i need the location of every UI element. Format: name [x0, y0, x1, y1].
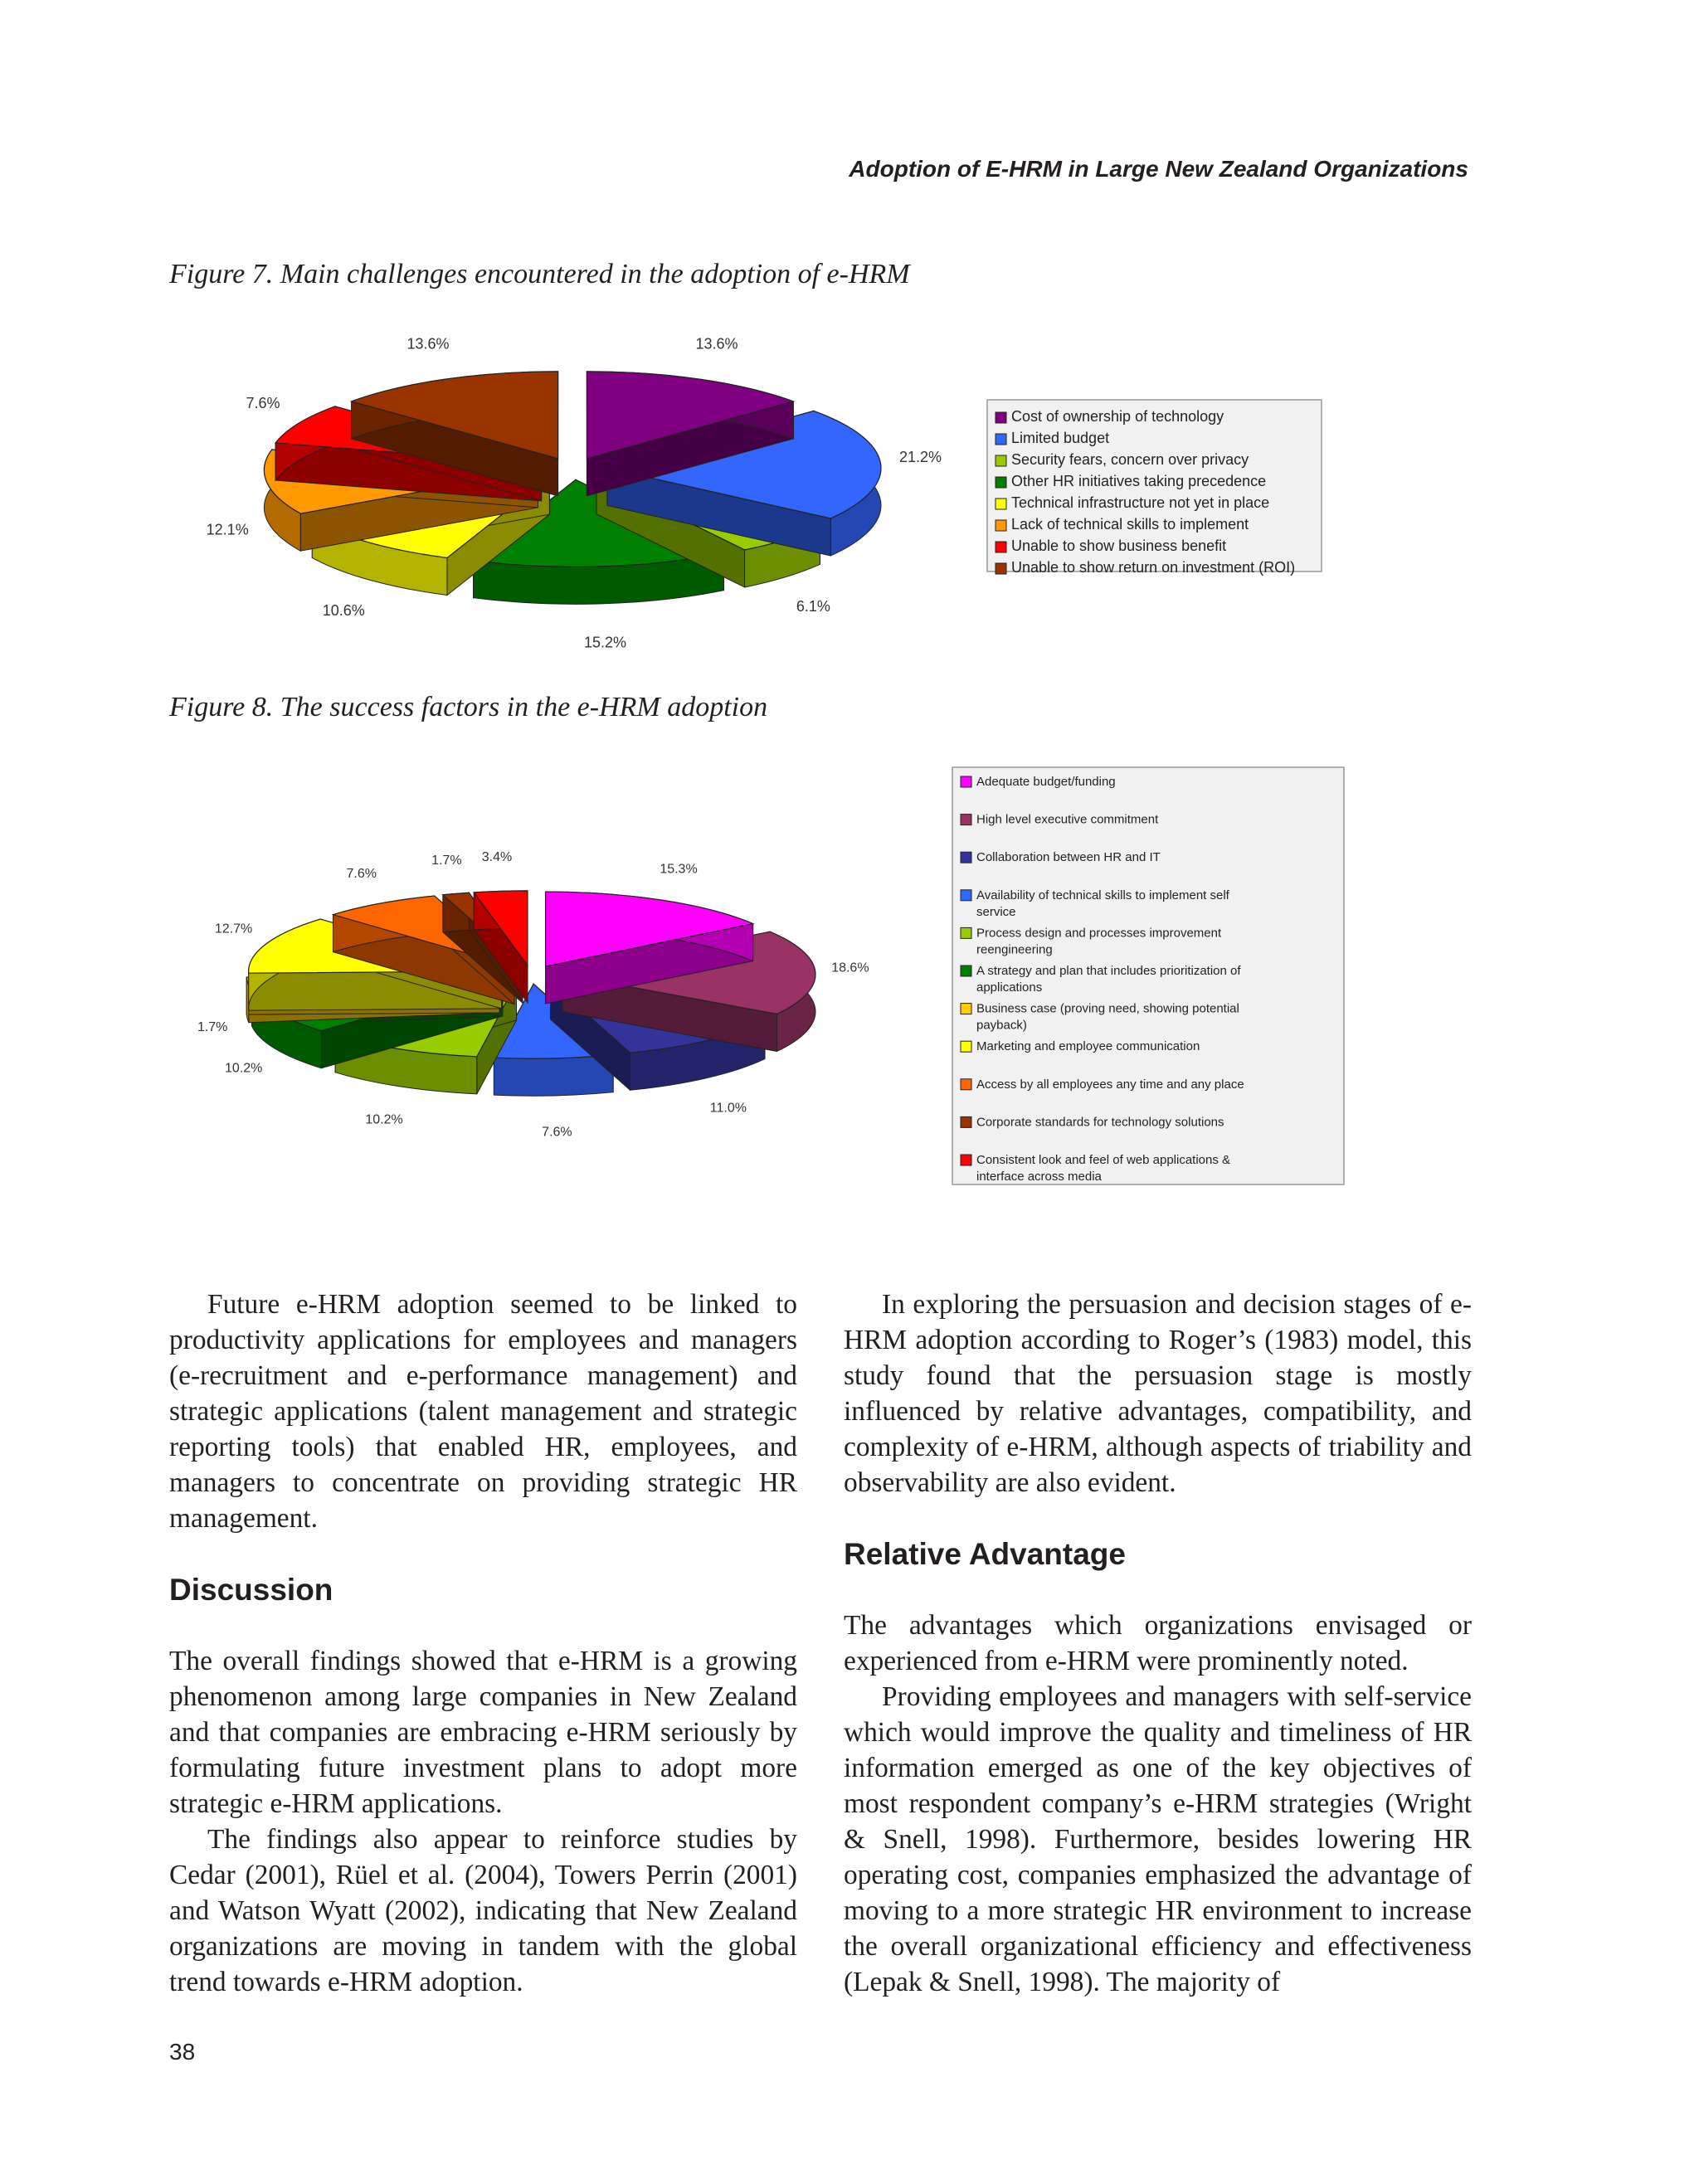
fig8-legend-label: reengineering [976, 942, 1053, 957]
right-paragraph-1: In exploring the persuasion and decision stages of e-HRM adoption according to Roger’s (1983) model, this study found that the persuasion stage is mostly influenced by relative advantages, compatibility, and complexity of e-HRM, although aspects of triability and observability are also evident. [844, 1289, 1472, 1498]
fig8-legend-swatch [961, 1041, 971, 1052]
relative-advantage-heading: Relative Advantage [844, 1537, 1126, 1571]
fig8-legend-label: Consistent look and feel of web applications & [976, 1153, 1231, 1167]
fig7-legend-label: Unable to show business benefit [1011, 537, 1227, 554]
fig8-data-label: 10.2% [365, 1112, 403, 1127]
fig8-legend-swatch [961, 776, 971, 787]
fig8-legend-label: Access by all employees any time and any place [976, 1077, 1244, 1092]
right-column [844, 1287, 1472, 2000]
figure-7-caption: Figure 7. Main challenges encountered in the adoption of e-HRM [169, 259, 910, 289]
fig8-legend-swatch [961, 815, 971, 825]
fig7-legend-label: Other HR initiatives taking precedence [1011, 473, 1267, 489]
fig8-legend-swatch [961, 966, 971, 976]
fig7-legend-swatch [996, 455, 1006, 466]
fig7-legend-label: Lack of technical skills to implement [1011, 516, 1249, 533]
figure-8-caption: Figure 8. The success factors in the e-HRM adoption [169, 692, 768, 722]
fig7-legend-label: Cost of ownership of technology [1011, 408, 1224, 425]
fig8-slice-rim [494, 1055, 613, 1097]
fig8-legend-label: payback) [976, 1018, 1027, 1033]
fig8-data-label: 1.7% [431, 853, 462, 868]
fig7-data-label: 21.2% [898, 449, 942, 466]
fig8-data-label: 18.6% [831, 961, 869, 975]
fig7-legend-swatch [996, 477, 1006, 488]
fig7-legend-swatch [996, 542, 1006, 552]
fig8-legend-label: Business case (proving need, showing potential [976, 1001, 1239, 1016]
fig8-legend-label: Availability of technical skills to implement self [976, 888, 1229, 902]
fig8-data-label: 7.6% [542, 1125, 572, 1140]
fig8-legend-swatch [961, 1155, 971, 1165]
fig8-legend-label: High level executive commitment [976, 812, 1159, 827]
fig8-legend-label: Corporate standards for technology solutions [976, 1115, 1224, 1130]
fig8-data-label: 1.7% [197, 1019, 228, 1034]
fig7-legend-swatch [996, 434, 1006, 445]
discussion-heading: Discussion [169, 1573, 333, 1607]
fig7-data-label: 13.6% [695, 335, 738, 353]
fig7-legend-label: Security fears, concern over privacy [1011, 451, 1249, 468]
fig8-legend-swatch [961, 852, 971, 863]
fig8-legend-swatch [961, 890, 971, 901]
fig8-legend-label: applications [976, 980, 1043, 995]
left-paragraph-2: The overall findings showed that e-HRM is a growing phenomenon among large companies in New Zealand and that companies are embracing e-HRM seriously by formulating future investment plans to adopt more strategic e-HRM applications. [169, 1646, 797, 1819]
fig7-legend-swatch [996, 563, 1006, 574]
fig8-data-label: 7.6% [346, 867, 377, 882]
fig8-data-label: 10.2% [225, 1061, 263, 1076]
fig8-legend-label: A strategy and plan that includes prioritization of [976, 964, 1241, 978]
left-paragraph-3: The findings also appear to reinforce studies by Cedar (2001), Rüel et al. (2004), Towers Perrin (2001) and Watson Wyatt (2002), indicating that New Zealand organizations are moving in tandem with the global trend towards e-HRM adoption. [169, 1824, 797, 1997]
fig8-data-label: 12.7% [214, 922, 253, 936]
fig8-legend-swatch [961, 1004, 971, 1014]
fig8-legend-swatch [961, 1079, 971, 1090]
fig8-data-label: 3.4% [481, 849, 513, 864]
fig7-data-label: 10.6% [322, 601, 365, 619]
fig7-data-label: 15.2% [584, 634, 627, 651]
fig8-legend-label: Collaboration between HR and IT [976, 850, 1161, 865]
fig7-legend-label: Unable to show return on investment (ROI) [1011, 559, 1296, 576]
fig8-legend-label: Process design and processes improvement [976, 926, 1222, 941]
fig8-legend-label: Marketing and employee communication [976, 1039, 1200, 1054]
left-paragraph-1: Future e-HRM adoption seemed to be linked to productivity applications for employees and managers (e-recruitment and e-performance management) and strategic applications (talent management and strategic reporting tools) that enabled HR, employees, and managers to concentrate on providing strategic HR management. [169, 1289, 797, 1534]
fig7-data-label: 6.1% [796, 597, 830, 615]
fig7-legend-swatch [996, 520, 1006, 531]
fig8-legend-label: interface across media [976, 1170, 1102, 1184]
fig8-data-label: 11.0% [709, 1101, 747, 1116]
fig8-legend-label: service [976, 904, 1016, 919]
figure-7-pie-chart [207, 335, 942, 650]
fig8-legend-swatch [961, 1116, 971, 1127]
running-head: Adoption of E-HRM in Large New Zealand Organizations [849, 156, 1468, 182]
fig7-data-label: 13.6% [406, 335, 450, 353]
fig7-data-label: 12.1% [206, 521, 249, 538]
right-paragraph-2: The advantages which organizations envisaged or experienced from e-HRM were prominently noted. [844, 1610, 1472, 1676]
fig7-legend-swatch [996, 412, 1006, 423]
fig8-legend-swatch [961, 927, 971, 938]
fig7-legend-swatch [996, 499, 1006, 509]
fig7-legend-label: Limited budget [1011, 430, 1110, 446]
fig7-legend-label: Technical infrastructure not yet in place [1011, 494, 1270, 511]
fig8-legend-label: Adequate budget/funding [976, 775, 1116, 789]
figure-8-legend [952, 767, 1344, 1184]
fig8-data-label: 15.3% [660, 862, 698, 877]
fig7-data-label: 7.6% [246, 394, 280, 411]
figure-7-legend [987, 400, 1322, 576]
left-column [169, 1287, 797, 2000]
right-paragraph-3: Providing employees and managers with self-service which would improve the quality and timeliness of HR information emerged as one of the key objectives of most respondent company’s e-HRM strategies (Wright & Snell, 1998). Furthermore, besides lowering HR operating cost, companies emphasized the advantage of moving to a more strategic HR environment to increase the overall organizational efficiency and effectiveness (Lepak & Snell, 1998). The majority of [844, 1681, 1472, 1997]
figure-8-pie-chart [197, 850, 869, 1140]
page-number: 38 [169, 2039, 196, 2065]
